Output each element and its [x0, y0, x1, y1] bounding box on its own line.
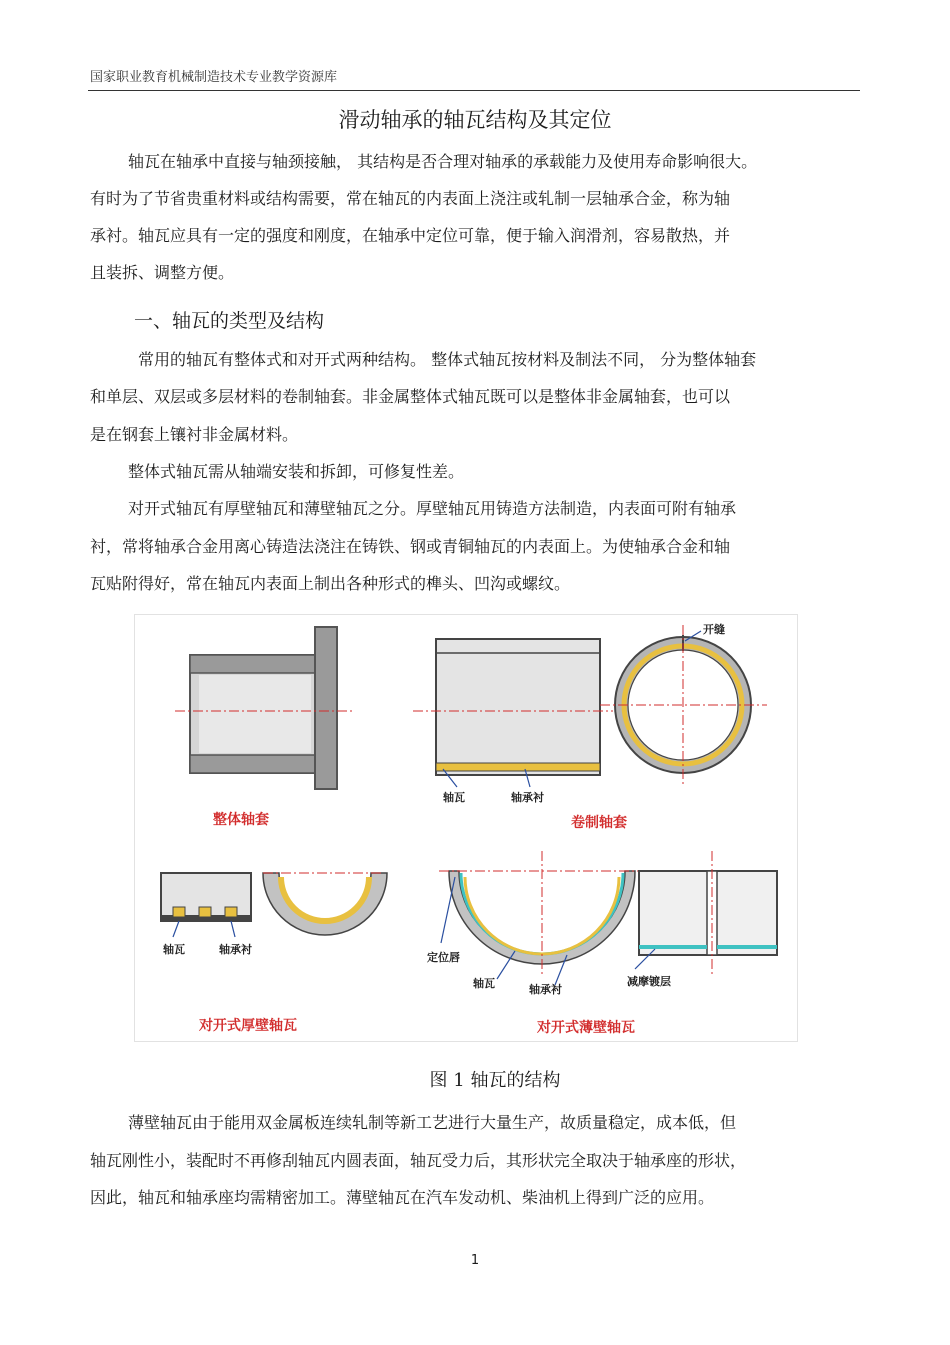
label-bearing-shell: 轴瓦	[163, 943, 185, 956]
intro-line: 且装拆、调整方便。	[90, 263, 235, 282]
label-thin-split: 对开式薄壁轴瓦	[537, 1020, 635, 1036]
page-title: 滑动轴承的轴瓦结构及其定位	[338, 108, 612, 132]
label-bearing-lining: 轴承衬	[219, 943, 252, 956]
label-bearing-lining: 轴承衬	[529, 983, 562, 996]
figure-bearing-shell-structures	[134, 614, 798, 1042]
thin-split-end-drawing	[439, 851, 647, 985]
label-integral-sleeve: 整体轴套	[213, 812, 269, 828]
label-bearing-shell: 轴瓦	[443, 791, 465, 804]
page-number: 1	[470, 1253, 480, 1268]
label-rolled-sleeve: 卷制轴套	[571, 815, 627, 831]
figure-drawing	[135, 615, 797, 1041]
rolled-sleeve-side-drawing	[413, 639, 613, 787]
para-line: 是在钢套上镶衬非金属材料。	[90, 425, 299, 444]
header-rule	[88, 90, 860, 91]
thick-split-side-drawing	[161, 873, 251, 937]
para-line: 轴瓦刚性小，装配时不再修刮轴瓦内圆表面，轴瓦受力后，其形状完全取决于轴承座的形状，	[90, 1151, 747, 1170]
integral-sleeve-drawing	[175, 627, 355, 789]
intro-line: 轴瓦在轴承中直接与轴颈接触， 其结构是否合理对轴承的承载能力及使用寿命影响很大。	[128, 152, 758, 171]
label-thick-split: 对开式厚壁轴瓦	[199, 1018, 297, 1034]
thin-split-side-drawing	[635, 851, 777, 975]
label-antifriction-coating: 减摩镀层	[627, 975, 671, 988]
para-line: 薄壁轴瓦由于能用双金属板连续轧制等新工艺进行大量生产，故质量稳定，成本低，但	[128, 1113, 737, 1132]
para-line: 衬，常将轴承合金用离心铸造法浇注在铸铁、钢或青铜轴瓦的内表面上。为使轴承合金和轴	[90, 537, 731, 556]
label-bearing-lining: 轴承衬	[511, 791, 544, 804]
running-header: 国家职业教育机械制造技术专业教学资源库	[90, 70, 338, 85]
rolled-sleeve-end-drawing	[600, 625, 767, 785]
section-heading: 一、轴瓦的类型及结构	[134, 310, 325, 332]
para-line: 常用的轴瓦有整体式和对开式两种结构。 整体式轴瓦按材料及制法不同， 分为整体轴套	[138, 350, 757, 369]
para-line: 因此，轴瓦和轴承座均需精密加工。薄壁轴瓦在汽车发动机、柴油机上得到广泛的应用。	[90, 1188, 715, 1207]
thick-split-end-drawing	[263, 873, 387, 935]
figure-caption: 图 1 轴瓦的结构	[429, 1070, 561, 1091]
intro-line: 承衬。轴瓦应具有一定的强度和刚度，在轴承中定位可靠，便于输入润滑剂，容易散热，并	[90, 226, 731, 245]
label-open-seam: 开缝	[703, 623, 725, 636]
intro-line: 有时为了节省贵重材料或结构需要，常在轴瓦的内表面上浇注或轧制一层轴承合金，称为轴	[90, 189, 731, 208]
para-line: 和单层、双层或多层材料的卷制轴套。非金属整体式轴瓦既可以是整体非金属轴套，也可以	[90, 387, 731, 406]
para-line: 瓦贴附得好，常在轴瓦内表面上制出各种形式的榫头、凹沟或螺纹。	[90, 574, 571, 593]
para-line: 对开式轴瓦有厚壁轴瓦和薄壁轴瓦之分。厚壁轴瓦用铸造方法制造，内表面可附有轴承	[128, 499, 737, 518]
para-line: 整体式轴瓦需从轴端安装和拆卸，可修复性差。	[128, 462, 465, 481]
label-locating-lip: 定位唇	[427, 951, 460, 964]
label-bearing-shell: 轴瓦	[473, 977, 495, 990]
